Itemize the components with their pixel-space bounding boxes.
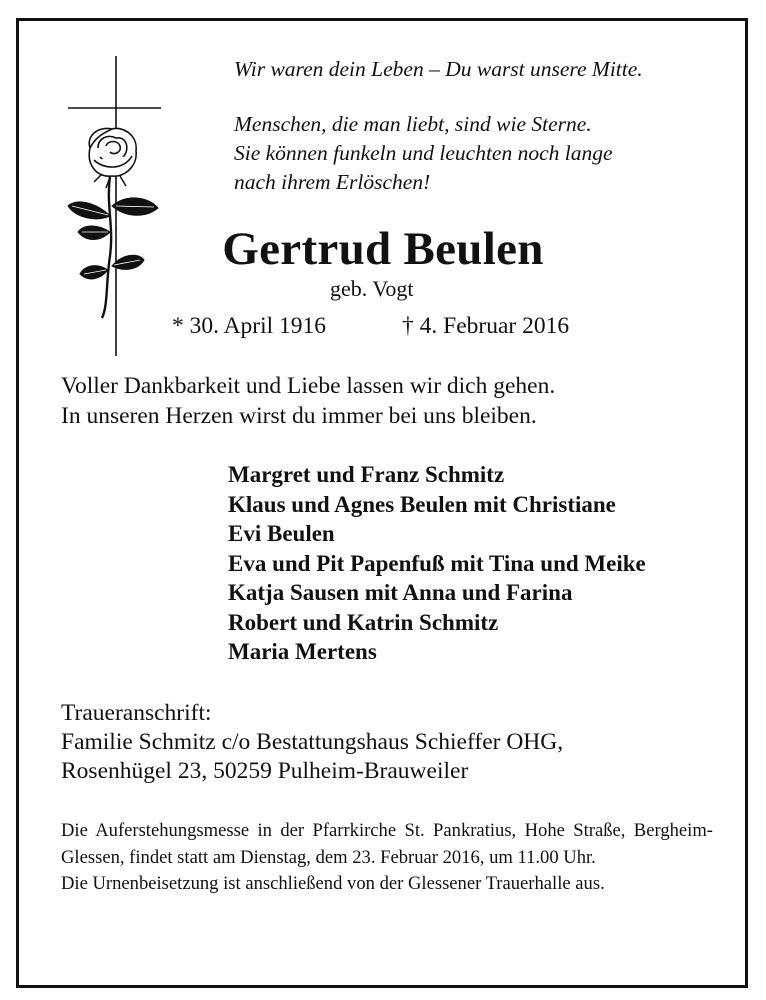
mourner-entry: Robert und Katrin Schmitz bbox=[228, 609, 499, 635]
mourner-entry: Eva und Pit Papenfuß mit Tina und Meike bbox=[228, 550, 646, 576]
poem-stanza bbox=[234, 110, 613, 197]
service-info bbox=[61, 818, 713, 898]
death-date: † 4. Februar 2016 bbox=[402, 313, 570, 339]
cross-with-rose-icon bbox=[66, 56, 166, 356]
poem-line: Menschen, die man liebt, sind wie Sterne. bbox=[234, 112, 592, 136]
mourner-entry: Klaus und Agnes Beulen mit Christiane bbox=[228, 491, 616, 517]
mass-info: Die Auferstehungsmesse in der Pfarrkirche St. Pankratius, Hohe Straße, Bergheim-Glessen, findet statt am Dienstag, dem 23. Februar 2016, um 11.00 Uhr. bbox=[61, 820, 713, 868]
address-heading: Traueranschrift: bbox=[61, 700, 212, 726]
mourner-entry: Margret und Franz Schmitz bbox=[228, 462, 505, 487]
mourner-entry: Evi Beulen bbox=[228, 521, 335, 546]
farewell-line: Voller Dankbarkeit und Liebe lassen wir dich gehen. bbox=[61, 373, 556, 399]
mourner-entry: Katja Sausen mit Anna und Farina bbox=[228, 580, 573, 605]
farewell-text bbox=[61, 371, 555, 431]
quote-line: Wir waren dein Leben – Du warst unsere Mitte. bbox=[234, 57, 643, 81]
poem-line: Sie können funkeln und leuchten noch lange bbox=[234, 141, 613, 165]
address-line: Familie Schmitz c/o Bestattungshaus Schieffer OHG, bbox=[61, 729, 564, 755]
deceased-name: Gertrud Beulen bbox=[222, 223, 544, 275]
maiden-name: geb. Vogt bbox=[330, 276, 414, 301]
address-line: Rosenhügel 23, 50259 Pulheim-Brauweiler bbox=[61, 758, 469, 784]
mourning-address bbox=[61, 699, 563, 786]
farewell-line: In unseren Herzen wirst du immer bei uns bleiben. bbox=[61, 403, 537, 429]
mourners-list bbox=[228, 460, 646, 667]
birth-date: * 30. April 1916 bbox=[172, 313, 327, 339]
mourner-entry: Maria Mertens bbox=[228, 639, 377, 664]
burial-info: Die Urnenbeisetzung ist anschließend von der Glessener Trauerhalle aus. bbox=[61, 873, 605, 894]
poem-line: nach ihrem Erlöschen! bbox=[234, 170, 431, 194]
